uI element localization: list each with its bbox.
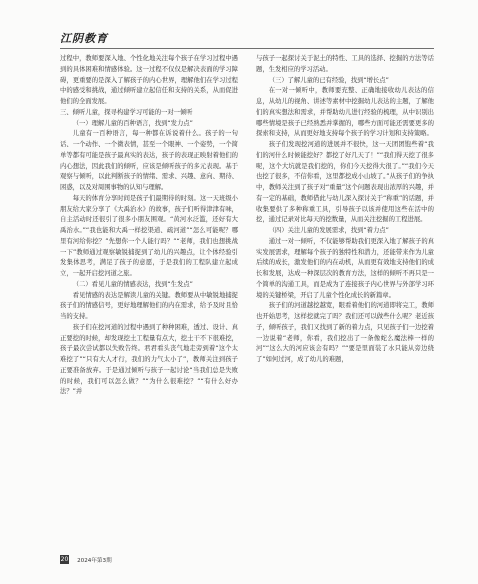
subsection-heading: （二）看见儿童的情感表达，找到“生发点” [72, 280, 193, 288]
subsection-heading: （一）理解儿童的百种语言，找到“发力点” [72, 119, 193, 127]
paragraph: 过程中，教师要深入地、个性化地关注每个孩子在学习过程中遇到的具体困难和情感体验。这一过程不仅仅是解决表面的学习障碍，更重要的是深入了解孩子的内心世界，理解他们在学习过程中的感受和挑战，通过倾听建立起信任和支持的关系，从而促进他们的全面发展。 [60, 55, 238, 105]
subsection-heading: （四）关注儿童的发展需求，找到“着力点” [268, 227, 389, 234]
paragraph: 孩子们发现挖河道的进展并不很快，这一天团团饱些着“我们的河什么时候能挖好？都挖了好几天了！”“我们得天挖了很多呢，这个大坑就是我们挖的，你们今天挖得大很了。”“我们今天也挖了很多，不信你看，这里都挖成小山坡了。”从孩子们的争执中，教师关注到了孩子对“重量”这个问题表现出浓厚的兴趣，并有一定的基础，教师借此与幼儿深入探讨关于“称重”的话题，并收集要供了多种称重工具，引导孩子以该并使用这些在活中的挖，通过记录对比每天的挖数量，从而关注挖掘的工程进展。 [256, 141, 434, 224]
paragraph: 与孩子一起探讨关于泥土的特性、工具的选择、挖掘的方法等话题，生发相应的学习活动。 [256, 55, 434, 73]
section-heading: 三、倾听儿童，探寻构建学习可能的一对一倾听 [60, 108, 193, 116]
paragraph: 儿童有一百种语言，每一种都在诉说着什么。孩子的一句话、一个动作、一个微表情，甚至一个眼神、一个姿势，一个简单等都有可能是孩子最真实的表达，孩子的表现正映射着他们的内心想法，因此我们的倾听，应该是倾听孩子的多元表现。基于观察与倾听，以此判断孩子的情绪、需求、兴趣、意向、期待、困惑，以及对周围事物的认知与理解。 [60, 130, 238, 191]
journal-brand: 江阴教育 [60, 32, 108, 45]
page-number: 20 [60, 556, 69, 563]
paragraph: 每天的体育分享时间是孩子们最期待的时刻。这一天班级小朋友给大家分享了《大禹治水》的故事，孩子们听得津津有味，自主活动时还很引了很多小朋友围观。“黄河水泛滥，还好有大禹治水。”“我也能和大禹一样挖渠道、疏河道”“怎么可能呢？哪里有河给你挖？”先想你一个人能行吗？”“老师，我们也想挑战一下”教师通过观察敏锐捕捉到了幼儿的兴趣点，让个体经验引发集体思考，满足了孩子的意愿，于是我们的工程队建立起成立，一起开启挖河道之旅。 [60, 194, 238, 277]
paragraph: 孩子们的河道越挖越宽，眼看着他们的河道即将完工，教师也开始思考，这样挖就完了吗？我们还可以做些什么呢？老近孩子，倾听孩子，我们又找到了新的着力点，只见孩子们一边挖着一边说着“老师，你看，我们挖出了一条像蛇么魔法棒一样的河”“这么大的河应该会有吗？”“要是里面装了水只能从旁边绕了”如何过河，成了幼儿的难题， [256, 302, 434, 363]
magazine-issue: 2024年第3期 [77, 557, 112, 564]
page-header [60, 30, 434, 49]
paragraph: 看见情感的表达是解读儿童的关键。教师要从中敏锐地捕捉孩子们的情感信号，更好地理解他们的内在需求，给予及时且恰当的支持。 [60, 291, 238, 320]
paragraph: 通过一对一倾听，不仅能够帮助我们更深入地了解孩子的真实发展需求，理解每个孩子的独特性和潜力，还能带来作为儿童后续的成长，激发他们的内在动机，从而更有效地支持他们的成长和发展，达成一种深层次的教育方法，这样的倾听不再只是一个简单的沟通工具，而是成为了连接孩子内心世界与外部学习环境的关键桥梁，开启了儿童个性化成长的新篇章。 [256, 237, 434, 299]
paragraph: 孩子们在挖河道的过程中遇到了种种困难，透过、设计、真正要挖的时候，却发现挖土工程量有点大，挖土干不下很难挖，孩子最次尝试都以失败告终。君君看头丧气地走旁到着“这个太难挖了”“只有大人才行，我们的力气太小了”，教师关注到孩子正要准备放弃。于是通过倾听与孩子一起讨论“当我们总是失败的时候，我们可以怎么做？”“为什么很难挖？”“有什么好办法？”并 [60, 323, 238, 396]
subsection-heading: （三）了解儿童的已有经验，找到“增长点” [268, 76, 389, 84]
right-column [256, 54, 434, 366]
left-column [60, 54, 238, 398]
page-footer [60, 549, 240, 564]
paragraph: 在一对一倾听中，教师要充整、正确地接收幼儿表达的信息，从幼儿的视角、讲述等素材中挖掘幼儿表达的主题，了解他们的真实想法和需求，并帮助幼儿进行经验的梳理，从中识别出哪些情境是孩子已经熟悉并掌握的，哪些方面可能还需要更多的探索和支持，从而更好地支持每个孩子的学习计划和支持策略。 [256, 87, 434, 138]
